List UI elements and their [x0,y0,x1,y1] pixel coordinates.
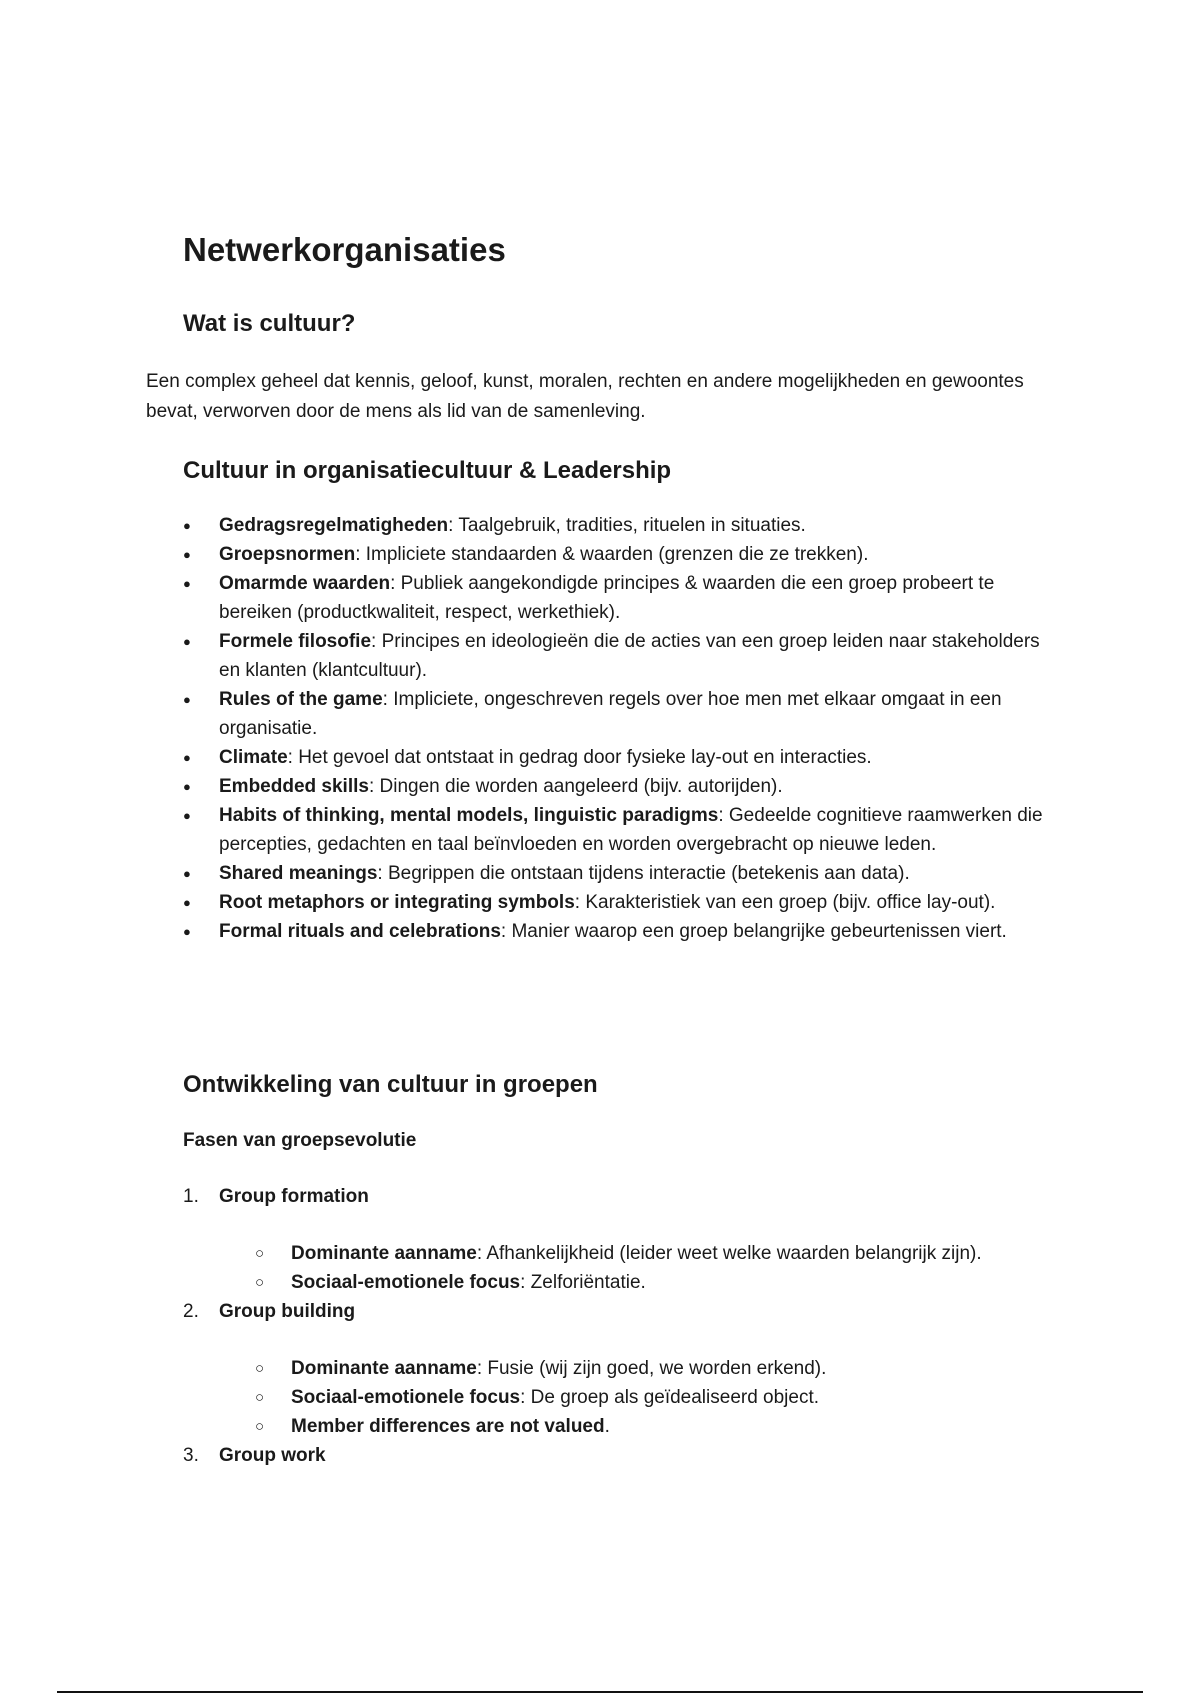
page-bottom-divider [57,1691,1143,1693]
list-item-term: Formele filosofie [219,631,372,652]
phase-item [183,1441,1063,1470]
sublist-desc: : Afhankelijkheid (leider weet welke waarden belangrijk zijn). [476,1243,982,1264]
phase-number: 1. [183,1186,199,1207]
sublist-item [255,1268,1063,1297]
sublist-desc: : Fusie (wij zijn goed, we worden erkend). [476,1358,827,1379]
heading-ontwikkeling-cultuur: Ontwikkeling van cultuur in groepen [183,1071,598,1098]
heading-cultuur-organisatie: Cultuur in organisatiecultuur & Leadership [183,457,672,484]
list-item-desc: : Dingen die worden aangeleerd (bijv. autorijden). [368,776,783,797]
list-item [183,685,1063,743]
list-item-desc: : Impliciete, ongeschreven regels over hoe men met elkaar omgaat in een organisatie. [219,689,1002,739]
phase-title: Group work [219,1445,326,1466]
heading-wat-is-cultuur: Wat is cultuur? [183,310,356,337]
list-item-desc: : Het gevoel dat ontstaat in gedrag door fysieke lay-out en interacties. [287,747,872,768]
list-item [183,888,1063,917]
sublist-term: Sociaal-emotionele focus [291,1272,521,1293]
list-item-term: Omarmde waarden [219,573,391,594]
phases-list [183,1182,1063,1470]
sublist-term: Member differences are not valued [291,1416,605,1437]
list-item [183,772,1063,801]
sublist-term: Sociaal-emotionele focus [291,1387,521,1408]
sublist-item [255,1354,1063,1383]
hollow-bullet-icon: ○ [255,1245,265,1262]
subheading-fasen: Fasen van groepsevolutie [183,1130,417,1151]
hollow-bullet-icon: ○ [255,1418,265,1435]
list-item [183,569,1063,627]
sublist-term: Dominante aanname [291,1243,477,1264]
list-item-term: Embedded skills [219,776,369,797]
phase-number: 3. [183,1445,199,1466]
culture-aspects-list [183,511,1063,946]
hollow-bullet-icon: ○ [255,1360,265,1377]
definition-paragraph: Een complex geheel dat kennis, geloof, kunst, moralen, rechten en andere mogelijkheden en gewoontes bevat, verworven door de mens als lid van de samenleving. [146,371,1024,422]
phase-item [183,1297,1063,1441]
sublist-term: Dominante aanname [291,1358,477,1379]
list-item-term: Rules of the game [219,689,383,710]
sublist-desc: : De groep als geïdealiseerd object. [520,1387,820,1408]
sublist-desc: . [604,1416,610,1437]
list-item-desc: : Begrippen die ontstaan tijdens interactie (betekenis aan data). [377,863,910,884]
phase-sublist [219,1354,1063,1441]
sublist-desc: : Zelforiëntatie. [520,1272,646,1293]
phase-number: 2. [183,1301,199,1322]
list-item-desc: : Publiek aangekondigde principes & waarden die een groep probeert te bereiken (productkwaliteit, respect, werkethiek). [219,573,995,623]
list-item [183,627,1063,685]
phase-title: Group building [219,1301,356,1322]
list-item-desc: : Taalgebruik, tradities, rituelen in situaties. [448,515,806,536]
list-item [183,917,1063,946]
list-item [183,859,1063,888]
list-item-desc: : Principes en ideologieën die de acties van een groep leiden naar stakeholders en klanten (klantcultuur). [219,631,1040,681]
list-item-term: Habits of thinking, mental models, linguistic paradigms [219,805,719,826]
list-item-desc: : Impliciete standaarden & waarden (grenzen die ze trekken). [355,544,869,565]
list-item-desc: : Gedeelde cognitieve raamwerken die percepties, gedachten en taal beïnvloeden en worden overgebracht op nieuwe leden. [219,805,1043,855]
sublist-item [255,1412,1063,1441]
sublist-item [255,1383,1063,1412]
hollow-bullet-icon: ○ [255,1389,265,1406]
list-item-term: Shared meanings [219,863,378,884]
hollow-bullet-icon: ○ [255,1274,265,1291]
phase-sublist [219,1239,1063,1297]
list-item [183,801,1063,859]
list-item [183,540,1063,569]
list-item-term: Gedragsregelmatigheden [219,515,449,536]
list-item-term: Groepsnormen [219,544,356,565]
list-item-term: Formal rituals and celebrations [219,921,501,942]
list-item [183,743,1063,772]
phase-item [183,1182,1063,1297]
phase-title: Group formation [219,1186,369,1207]
list-item-term: Climate [219,747,288,768]
list-item-desc: : Karakteristiek van een groep (bijv. office lay-out). [574,892,996,913]
page-title: Netwerkorganisaties [183,231,506,268]
list-item-desc: : Manier waarop een groep belangrijke gebeurtenissen viert. [500,921,1007,942]
list-item-term: Root metaphors or integrating symbols [219,892,575,913]
sublist-item [255,1239,1063,1268]
list-item [183,511,1063,540]
